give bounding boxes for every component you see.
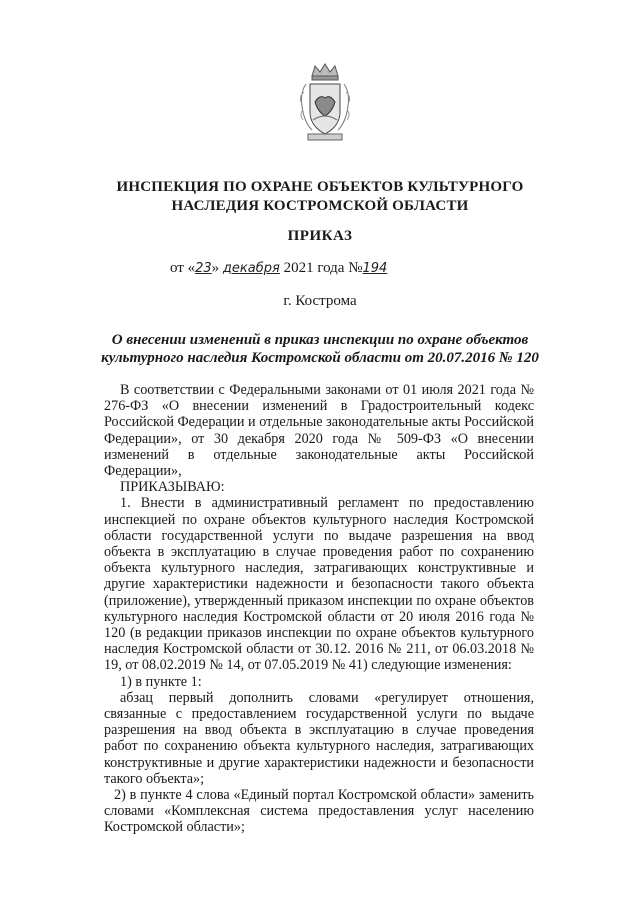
organization-name — [60, 178, 580, 216]
order-number: 194 — [362, 261, 388, 276]
preamble-paragraph: В соответствии с Федеральными законами от 01 июля 2021 года № 276-ФЗ «О внесении изменений в Градостроительный кодекс Российской Федерации и отдельные законодательные акты Российской Федерации», от 30 декабря 2020 года № 509-ФЗ «О внесении изменений в отдельные законодательные акты Российской Федерации», — [104, 382, 534, 480]
order-subject-line2: культурного наследия Костромской области от 20.07.2016 № 120 — [101, 350, 539, 366]
city: г. Кострома — [283, 293, 357, 309]
amendment-paragraph-1: абзац первый дополнить словами «регулирует отношения, связанные с предоставлением государственной услуги по выдаче разрешения на ввод объекта в эксплуатацию в случае проведения работ по сохранению объекта культурного наследия, затрагивающих конструктивные и другие характеристики надежности и безопасности такого объекта»; — [104, 689, 534, 787]
organization-name-line2: НАСЛЕДИЯ КОСТРОМСКОЙ ОБЛАСТИ — [171, 198, 469, 214]
date-month: декабря — [222, 261, 280, 276]
date-year: 2021 года № — [279, 260, 363, 276]
date-prefix: от « — [170, 260, 196, 276]
subitem-1-paragraph: 1) в пункте 1: — [120, 673, 202, 690]
coat-of-arms-icon — [298, 62, 352, 146]
subitem-2-paragraph: 2) в пункте 4 слова «Единый портал Костромской области» заменить словами «Комплексная система предоставления услуг населению Костромской области»; — [104, 787, 534, 836]
item-1-paragraph: 1. Внести в административный регламент по предоставлению инспекцией по охране объектов культурного наследия Костромской области государственной услуги по выдаче разрешения на ввод объекта в эксплуатацию в случае проведения работ по сохранению объекта культурного наследия, затрагивающих конструктивные и другие характеристики надежности и безопасности такого объекта (приложение), утвержденный приказом инспекции по охране объектов культурного наследия Костромской области от 20 июля 2016 года № 120 (в редакции приказов инспекции по охране объектов культурного наследия Костромской области от 30.12. 2016 № 211, от 06.03.2018 № 19, от 08.02.2019 № 14, от 07.05.2019 № 41) следующие изменения: — [104, 495, 534, 674]
order-directive: ПРИКАЗЫВАЮ: — [120, 479, 225, 496]
order-body — [104, 382, 534, 836]
order-subject — [80, 331, 560, 367]
date-day: 23 — [195, 261, 212, 276]
order-subject-line1: О внесении изменений в приказ инспекции по охране объектов — [111, 332, 529, 348]
document-type: ПРИКАЗ — [287, 228, 353, 244]
date-mid: » — [211, 260, 223, 276]
date-line — [170, 260, 490, 277]
organization-name-line1: ИНСПЕКЦИЯ ПО ОХРАНЕ ОБЪЕКТОВ КУЛЬТУРНОГО — [116, 179, 524, 195]
